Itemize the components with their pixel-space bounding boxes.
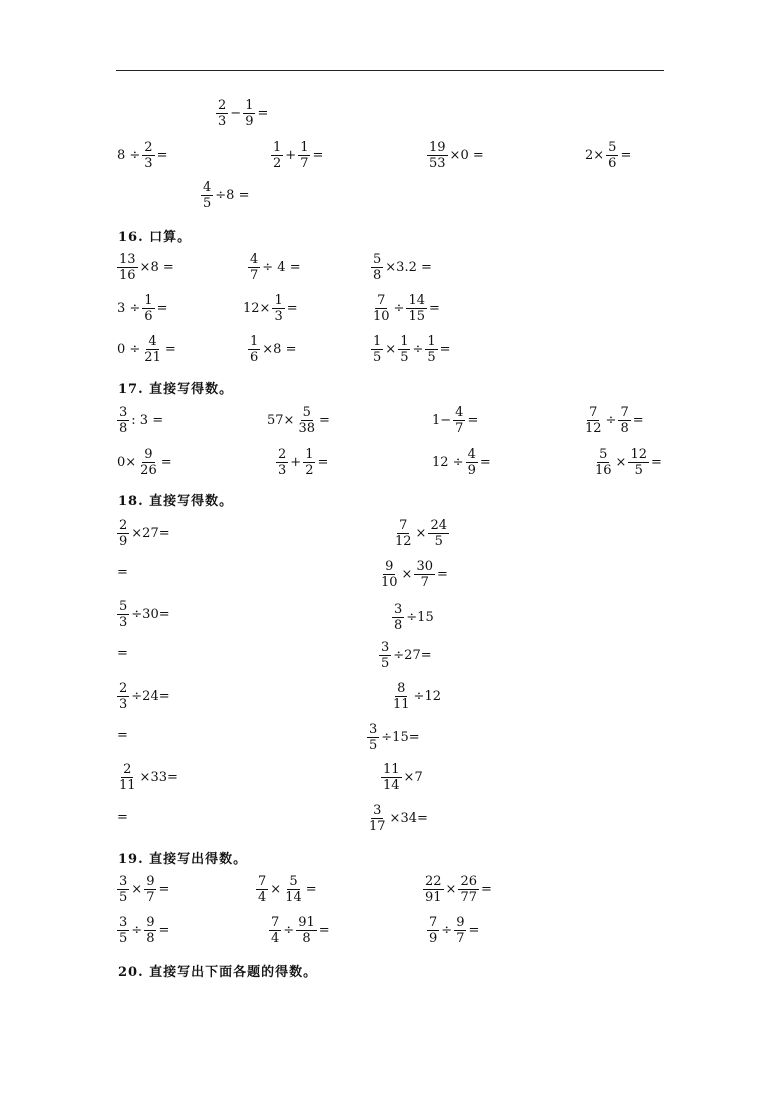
math-expression — [422, 874, 493, 905]
operator-text: = — [632, 413, 644, 428]
numerator: 5 — [608, 140, 617, 155]
numerator: 1 — [300, 140, 309, 155]
denominator: 14 — [285, 890, 302, 905]
math-expression — [116, 252, 175, 283]
fraction — [117, 874, 129, 905]
numerator: 1 — [427, 334, 436, 349]
denominator: 9 — [119, 534, 128, 549]
operator-text: = — [158, 923, 170, 938]
section-heading: 16. 口算。 — [118, 230, 192, 245]
numerator: 3 — [394, 602, 403, 617]
fraction — [423, 874, 444, 905]
fraction — [117, 915, 129, 946]
section-heading: 18. 直接写得数。 — [118, 494, 234, 509]
numerator: 3 — [373, 803, 382, 818]
operator-text: × — [415, 526, 427, 541]
denominator: 8 — [302, 931, 311, 946]
math-expression — [116, 915, 170, 946]
numerator: 12 — [630, 447, 647, 462]
math-expression — [116, 811, 129, 824]
math-expression — [116, 729, 129, 742]
operator-text: = — [651, 455, 662, 470]
operator-text: 12× — [243, 301, 271, 316]
numerator: 2 — [119, 518, 128, 533]
numerator: 2 — [119, 681, 128, 696]
math-expression — [431, 405, 479, 436]
fraction — [606, 140, 618, 171]
numerator: 1 — [250, 334, 259, 349]
numerator: 1 — [274, 293, 283, 308]
numerator: 13 — [119, 252, 136, 267]
operator-text: = — [437, 567, 448, 582]
fraction — [392, 602, 404, 633]
math-expression — [584, 140, 632, 171]
fraction — [427, 915, 439, 946]
fraction — [371, 252, 383, 283]
numerator: 2 — [218, 98, 227, 113]
numerator: 4 — [203, 180, 212, 195]
numerator: 7 — [620, 405, 629, 420]
operator-text: : 3 = — [131, 413, 164, 428]
denominator: 12 — [585, 421, 602, 436]
denominator: 91 — [425, 890, 442, 905]
fraction — [298, 140, 310, 171]
math-expression — [275, 447, 329, 478]
section-heading: 20. 直接写出下面各题的得数。 — [118, 965, 318, 980]
operator-text: 8 ÷ — [117, 148, 141, 163]
math-expression — [116, 447, 173, 478]
operator-text: ×3.2 = — [385, 260, 432, 275]
denominator: 15 — [408, 309, 425, 324]
fraction — [393, 518, 414, 549]
denominator: 5 — [369, 738, 378, 753]
math-expression — [255, 874, 318, 905]
operator-text: ÷ — [605, 413, 617, 428]
fraction — [367, 722, 379, 753]
math-expression — [247, 252, 302, 283]
math-expression — [426, 915, 480, 946]
math-expression — [242, 293, 299, 324]
operator-text: = — [117, 810, 128, 825]
fraction — [117, 681, 129, 712]
fraction — [296, 915, 317, 946]
fraction — [379, 640, 391, 671]
operator-text: ×34= — [389, 811, 428, 826]
math-expression — [366, 803, 429, 834]
denominator: 16 — [595, 463, 612, 478]
operator-text: × — [270, 882, 282, 897]
operator-text: = — [479, 455, 491, 470]
fraction — [142, 293, 154, 324]
denominator: 26 — [140, 463, 157, 478]
numerator: 1 — [144, 293, 153, 308]
fraction — [269, 915, 281, 946]
operator-text: × — [385, 342, 397, 357]
fraction — [117, 405, 129, 436]
math-expression — [366, 722, 421, 753]
fraction — [117, 518, 129, 549]
fraction — [283, 874, 304, 905]
math-expression — [200, 180, 250, 211]
operator-text: = — [117, 728, 128, 743]
operator-text: 1− — [432, 413, 452, 428]
section-heading: 19. 直接写出得数。 — [118, 852, 248, 867]
fraction — [367, 803, 388, 834]
denominator: 6 — [608, 156, 617, 171]
operator-text: 57× — [267, 413, 295, 428]
denominator: 2 — [305, 463, 314, 478]
fraction — [414, 559, 435, 590]
math-expression — [116, 681, 171, 712]
numerator: 4 — [250, 252, 259, 267]
operator-text: 2× — [585, 148, 605, 163]
fraction — [216, 98, 228, 129]
numerator: 5 — [289, 874, 298, 889]
fraction — [117, 252, 138, 283]
fraction — [428, 518, 449, 549]
denominator: 5 — [119, 931, 128, 946]
math-expression — [268, 915, 331, 946]
numerator: 7 — [429, 915, 438, 930]
section-heading: 17. 直接写得数。 — [118, 382, 234, 397]
denominator: 4 — [258, 890, 267, 905]
denominator: 7 — [146, 890, 155, 905]
operator-text: = — [156, 148, 168, 163]
denominator: 10 — [381, 575, 398, 590]
numerator: 9 — [456, 915, 465, 930]
math-expression — [116, 647, 129, 660]
numerator: 1 — [373, 334, 382, 349]
operator-text: = — [318, 923, 330, 938]
math-expression — [247, 334, 297, 365]
denominator: 16 — [119, 268, 136, 283]
denominator: 3 — [119, 615, 128, 630]
denominator: 8 — [620, 421, 629, 436]
operator-text: ÷27= — [393, 648, 432, 663]
math-expression — [116, 293, 168, 324]
operator-text: = — [312, 148, 324, 163]
math-expression — [270, 140, 324, 171]
operator-text: ×27= — [131, 526, 170, 541]
numerator: 3 — [369, 722, 378, 737]
operator-text: ×33= — [139, 770, 178, 785]
operator-text: ÷ — [283, 923, 295, 938]
denominator: 5 — [427, 350, 436, 365]
fraction — [117, 762, 138, 793]
fraction — [453, 405, 465, 436]
math-expression — [116, 518, 171, 549]
operator-text: ÷15= — [381, 730, 420, 745]
numerator: 1 — [273, 140, 282, 155]
operator-text: = — [158, 882, 170, 897]
fraction — [466, 447, 478, 478]
denominator: 8 — [373, 268, 382, 283]
denominator: 3 — [278, 463, 287, 478]
header-rule — [116, 70, 664, 71]
numerator: 3 — [119, 915, 128, 930]
math-expression — [390, 681, 442, 712]
operator-text: ×7 — [403, 770, 423, 785]
operator-text: 3 ÷ — [117, 301, 141, 316]
denominator: 7 — [250, 268, 259, 283]
numerator: 7 — [399, 518, 408, 533]
operator-text: − — [230, 106, 242, 121]
fraction — [427, 140, 448, 171]
fraction — [398, 334, 410, 365]
denominator: 3 — [274, 309, 283, 324]
denominator: 12 — [395, 534, 412, 549]
denominator: 3 — [144, 156, 153, 171]
fraction — [303, 447, 315, 478]
operator-text: = — [467, 413, 479, 428]
operator-text: 0 ÷ — [117, 342, 141, 357]
math-expression — [392, 518, 450, 549]
operator-text: × — [401, 567, 413, 582]
numerator: 4 — [467, 447, 476, 462]
operator-text: ÷ — [412, 342, 424, 357]
numerator: 24 — [430, 518, 447, 533]
denominator: 11 — [119, 778, 136, 793]
numerator: 22 — [425, 874, 442, 889]
numerator: 8 — [397, 681, 406, 696]
fraction — [371, 334, 383, 365]
fraction — [583, 405, 604, 436]
denominator: 14 — [383, 778, 400, 793]
operator-text: × — [445, 882, 457, 897]
denominator: 38 — [298, 421, 315, 436]
denominator: 3 — [218, 114, 227, 129]
fraction — [391, 681, 412, 712]
numerator: 5 — [119, 599, 128, 614]
numerator: 7 — [377, 293, 386, 308]
math-expression — [426, 140, 485, 171]
operator-text: 0× — [117, 455, 137, 470]
denominator: 4 — [271, 931, 280, 946]
denominator: 5 — [634, 463, 643, 478]
fraction — [406, 293, 427, 324]
denominator: 5 — [400, 350, 409, 365]
operator-text: × — [615, 455, 627, 470]
fraction — [201, 180, 213, 211]
math-expression — [592, 447, 663, 478]
fraction — [142, 140, 154, 171]
fraction — [243, 98, 255, 129]
math-expression — [370, 293, 441, 324]
numerator: 5 — [302, 405, 311, 420]
denominator: 9 — [429, 931, 438, 946]
operator-text: ÷ — [393, 301, 405, 316]
math-expression — [431, 447, 492, 478]
math-expression — [266, 405, 331, 436]
denominator: 5 — [434, 534, 443, 549]
operator-text: = — [305, 882, 317, 897]
numerator: 3 — [381, 640, 390, 655]
operator-text: ×8 = — [139, 260, 174, 275]
numerator: 11 — [383, 762, 400, 777]
denominator: 7 — [456, 931, 465, 946]
math-expression — [116, 762, 179, 793]
denominator: 8 — [146, 931, 155, 946]
numerator: 3 — [119, 874, 128, 889]
operator-text: = — [468, 923, 480, 938]
math-expression — [582, 405, 645, 436]
denominator: 2 — [273, 156, 282, 171]
fraction — [248, 252, 260, 283]
math-expression — [116, 140, 168, 171]
math-expression — [215, 98, 269, 129]
denominator: 8 — [394, 618, 403, 633]
math-expression — [116, 566, 129, 579]
math-expression — [116, 874, 170, 905]
numerator: 5 — [599, 447, 608, 462]
operator-text: = — [429, 301, 440, 316]
numerator: 30 — [416, 559, 433, 574]
fraction — [381, 762, 402, 793]
denominator: 10 — [373, 309, 390, 324]
numerator: 9 — [146, 915, 155, 930]
denominator: 5 — [203, 196, 212, 211]
fraction — [628, 447, 649, 478]
operator-text: ÷24= — [131, 689, 170, 704]
denominator: 21 — [144, 350, 161, 365]
fraction — [256, 874, 268, 905]
numerator: 7 — [589, 405, 598, 420]
numerator: 9 — [144, 447, 153, 462]
denominator: 53 — [429, 156, 446, 171]
operator-text: ÷12 — [413, 689, 441, 704]
operator-text: ×0 = — [449, 148, 484, 163]
numerator: 4 — [148, 334, 157, 349]
math-expression — [380, 762, 424, 793]
operator-text: ÷8 = — [215, 188, 250, 203]
math-expression — [370, 252, 433, 283]
numerator: 5 — [373, 252, 382, 267]
numerator: 3 — [119, 405, 128, 420]
fraction — [144, 874, 156, 905]
math-expression — [391, 602, 435, 633]
denominator: 77 — [460, 890, 477, 905]
denominator: 9 — [467, 463, 476, 478]
operator-text: ÷ 4 = — [262, 260, 301, 275]
operator-text: = — [117, 565, 128, 580]
operator-text: ÷ — [441, 923, 453, 938]
denominator: 17 — [369, 819, 386, 834]
fraction — [276, 447, 288, 478]
operator-text: = — [160, 455, 172, 470]
denominator: 8 — [119, 421, 128, 436]
operator-text: × — [131, 882, 143, 897]
denominator: 9 — [245, 114, 254, 129]
numerator: 1 — [305, 447, 314, 462]
math-expression — [116, 599, 171, 630]
math-expression — [378, 640, 433, 671]
fraction — [454, 915, 466, 946]
fraction — [458, 874, 479, 905]
denominator: 3 — [119, 697, 128, 712]
denominator: 5 — [119, 890, 128, 905]
fraction — [593, 447, 614, 478]
fraction — [272, 293, 284, 324]
operator-text: ÷ — [131, 923, 143, 938]
numerator: 91 — [298, 915, 315, 930]
fraction — [248, 334, 260, 365]
fraction — [379, 559, 400, 590]
denominator: 5 — [381, 656, 390, 671]
fraction — [425, 334, 437, 365]
math-expression — [116, 405, 164, 436]
numerator: 9 — [146, 874, 155, 889]
math-expression — [116, 334, 177, 365]
operator-text: = — [318, 413, 330, 428]
operator-text: = — [317, 455, 329, 470]
operator-text: ÷30= — [131, 607, 170, 622]
operator-text: = — [257, 106, 269, 121]
fraction — [618, 405, 630, 436]
fraction — [371, 293, 392, 324]
denominator: 7 — [455, 421, 464, 436]
fraction — [296, 405, 317, 436]
operator-text: ×8 = — [262, 342, 297, 357]
fraction — [144, 915, 156, 946]
numerator: 7 — [258, 874, 267, 889]
numerator: 9 — [385, 559, 394, 574]
fraction — [117, 599, 129, 630]
operator-text: = — [620, 148, 632, 163]
operator-text: + — [285, 148, 297, 163]
operator-text: = — [156, 301, 168, 316]
denominator: 6 — [250, 350, 259, 365]
operator-text: ÷15 — [406, 610, 434, 625]
denominator: 5 — [373, 350, 382, 365]
fraction — [271, 140, 283, 171]
denominator: 11 — [393, 697, 410, 712]
operator-text: 12 ÷ — [432, 455, 464, 470]
numerator: 1 — [245, 98, 254, 113]
numerator: 2 — [278, 447, 287, 462]
math-expression — [378, 559, 449, 590]
operator-text: + — [290, 455, 302, 470]
operator-text: = — [481, 882, 492, 897]
denominator: 6 — [144, 309, 153, 324]
operator-text: = — [164, 342, 176, 357]
operator-text: = — [117, 646, 128, 661]
denominator: 7 — [420, 575, 429, 590]
denominator: 7 — [300, 156, 309, 171]
numerator: 14 — [408, 293, 425, 308]
numerator: 7 — [271, 915, 280, 930]
numerator: 4 — [455, 405, 464, 420]
numerator: 19 — [429, 140, 446, 155]
fraction — [138, 447, 159, 478]
numerator: 2 — [144, 140, 153, 155]
operator-text: = — [286, 301, 298, 316]
operator-text: = — [439, 342, 451, 357]
fraction — [142, 334, 163, 365]
numerator: 26 — [460, 874, 477, 889]
numerator: 1 — [400, 334, 409, 349]
numerator: 2 — [123, 762, 132, 777]
math-expression — [370, 334, 452, 365]
